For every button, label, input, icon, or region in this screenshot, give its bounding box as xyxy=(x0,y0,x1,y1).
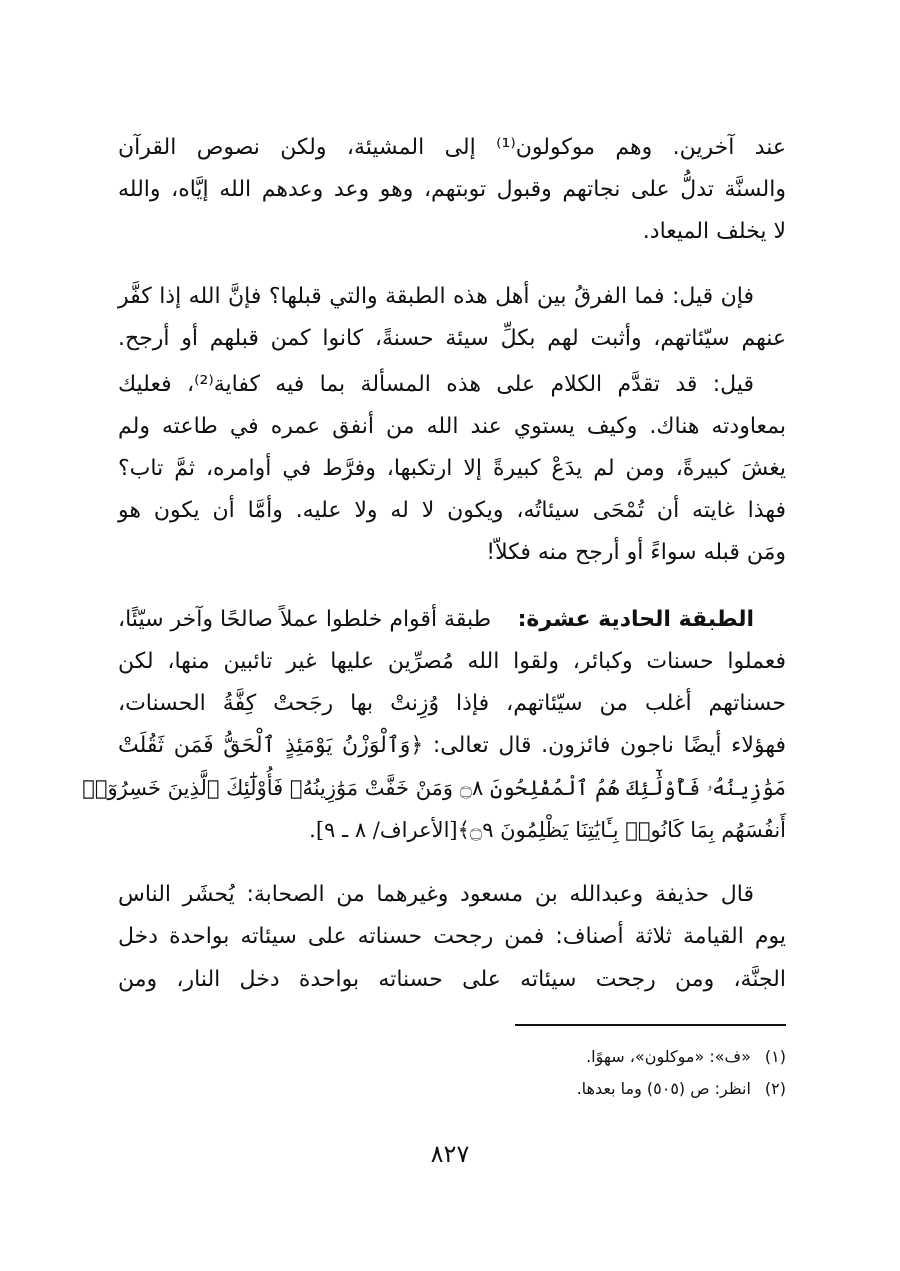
footnote-2 xyxy=(577,1078,786,1100)
text-line: الجنَّة، ومن رجحت سيئاته على حسناته بواحدة دخل النار، ومن xyxy=(118,967,786,992)
text-line: بمعاودته هناك. وكيف يستوي عند الله من أنفق عمره في طاعته ولم xyxy=(118,414,786,439)
footnote-1 xyxy=(586,1046,786,1068)
text-line: قال حذيفة وعبدالله بن مسعود وغيرهما من الصحابة: يُحشَر الناس xyxy=(118,882,754,907)
text-line: والسنَّة تدلُّ على نجاتهم وقبول توبتهم، وهو وعد وعدهم الله إيَّاه، والله xyxy=(118,177,786,202)
text-line: يوم القيامة ثلاثة أصناف: فمن رجحت حسناته على سيئاته بواحدة دخل xyxy=(118,924,786,949)
text-line: فعملوا حسنات وكبائر، ولقوا الله مُصرِّين عليها غير تائبين منها، لكن xyxy=(118,649,786,674)
text-line: فإن قيل: فما الفرقُ بين أهل هذه الطبقة والتي قبلها؟ فإنَّ الله إذا كفَّر xyxy=(118,284,754,309)
section-heading: الطبقة الحادية عشرة: xyxy=(517,607,754,632)
quran-line: أَنفُسَهُم بِمَا كَانُوا۟ بِـَٔايَٰتِنَا يَظْلِمُونَ ۝٩﴾[الأعراف/ ٨ ـ ٩]. xyxy=(309,818,786,842)
text-line: يغشَ كبيرةً، ومن لم يدَعْ كبيرةً إلا ارتكبها، وفرَّط في أوامره، ثمَّ تاب؟ xyxy=(118,456,786,481)
text-line: قيل: قد تقدَّم الكلام على هذه المسألة بما فيه كفاية⁽²⁾، فعليك xyxy=(118,372,755,397)
text-line: فهذا غايته أن تُمْحَى سيئاتُه، ويكون لا له ولا عليه. وأمَّا أن يكون هو xyxy=(118,498,786,523)
footnote-number: (٢) xyxy=(764,1079,786,1098)
footnote-text: «ف»: «موكلون»، سهوًا. xyxy=(586,1047,751,1066)
text-line: حسناتهم أغلب من سيّئاتهم، فإذا وُزِنتْ بها رجَحتْ كِفَّةُ الحسنات، xyxy=(118,691,786,716)
text-line: عند آخرين. وهم موكولون⁽¹⁾ إلى المشيئة، ولكن نصوص القرآن xyxy=(118,135,787,160)
footnote-text: انظر: ص (٥٠٥) وما بعدها. xyxy=(576,1079,751,1098)
quran-line: مَوَٰزِينُهُۥ فَأُوْلَٰٓئِكَ هُمُ ٱلْمُفْلِحُونَ ۝٨ وَمَنْ خَفَّتْ مَوَٰزِينُهُۥ فَأُوْلَٰٓئِكَ ٱلَّذِينَ خَسِرُوٓا۟ xyxy=(82,776,786,800)
text-line: لا يخلف الميعاد. xyxy=(642,219,786,244)
text-line: عنهم سيّئاتهم، وأثبت لهم بكلِّ سيئة حسنةً، كانوا كمن قبلهم أو أرجح. xyxy=(118,326,786,351)
text-line: ومَن قبله سواءً أو أرجح منه فكلاّ! xyxy=(486,540,786,565)
text-line-rest: طبقة أقوام خلطوا عملاً صالحًا وآخر سيّئًا، xyxy=(118,607,492,632)
footnote-number: (١) xyxy=(764,1047,786,1066)
footnote-separator xyxy=(515,1024,786,1026)
text-line: فهؤلاء أيضًا ناجون فائزون. قال تعالى: ﴿وَٱلْوَزْنُ يَوْمَئِذٍ ٱلْحَقُّ فَمَن ثَقُلَتْ xyxy=(118,733,786,758)
text-line xyxy=(118,605,754,635)
page-number: ٨٢٧ xyxy=(430,1140,470,1168)
